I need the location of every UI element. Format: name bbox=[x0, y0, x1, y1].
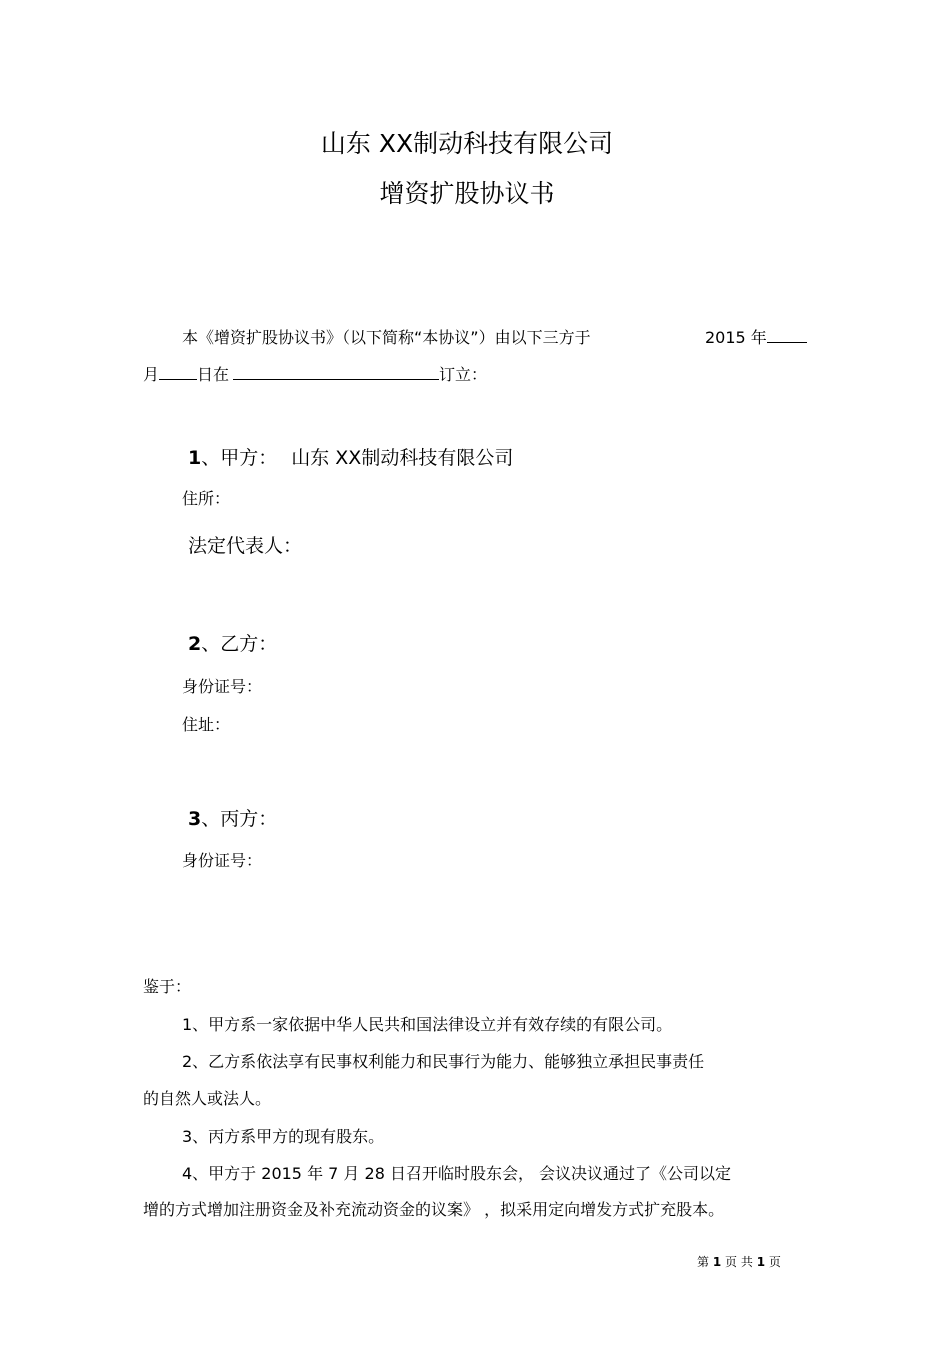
whereas-heading: 鉴于： bbox=[143, 977, 192, 996]
blank-day-field bbox=[159, 365, 197, 380]
party-a-number: 1 bbox=[188, 447, 202, 469]
footer-middle: 页 共 bbox=[725, 1255, 753, 1269]
intro-line1 bbox=[182, 325, 591, 348]
party-a-legal-rep: 法定代表人： bbox=[188, 535, 303, 557]
party-a-heading bbox=[188, 443, 513, 470]
whereas-item-4-line2: 增的方式增加注册资金及补充流动资金的议案》 ，拟采用定向增发方式扩充股本。 bbox=[143, 1200, 725, 1219]
blank-place-field bbox=[233, 365, 439, 380]
party-a-name: 山东 XX制动科技有限公司 bbox=[291, 447, 514, 469]
party-b-address: 住址： bbox=[182, 715, 231, 734]
party-c-heading bbox=[188, 804, 277, 831]
intro-end: 订立： bbox=[439, 365, 488, 384]
document-title: 增资扩股协议书 bbox=[379, 179, 555, 208]
party-b-heading bbox=[188, 629, 277, 656]
whereas-item-4-line1: 4、甲方于 2015 年 7 月 28 日召开临时股东会， 会议决议通过了《公司以定 bbox=[182, 1164, 732, 1183]
party-b-id: 身份证号： bbox=[182, 677, 263, 696]
party-c-id: 身份证号： bbox=[182, 851, 263, 870]
party-a-label: 、甲方： bbox=[201, 447, 278, 469]
intro-year bbox=[705, 325, 807, 348]
footer-total-pages: 1 bbox=[756, 1255, 766, 1269]
page-footer bbox=[697, 1253, 781, 1270]
intro-year-text: 2015 年 bbox=[705, 328, 767, 347]
intro-month: 月 bbox=[143, 365, 160, 384]
whereas-item-2-line2: 的自然人或法人。 bbox=[143, 1089, 272, 1108]
whereas-item-1: 1、甲方系一家依据中华人民共和国法律设立并有效存续的有限公司。 bbox=[182, 1015, 673, 1034]
intro-text: 本《增资扩股协议书》（以下简称“本协议”）由以下三方于 bbox=[182, 328, 591, 347]
party-c-number: 3 bbox=[188, 808, 202, 830]
footer-page-number: 1 bbox=[712, 1255, 722, 1269]
whereas-item-3: 3、丙方系甲方的现有股东。 bbox=[182, 1127, 385, 1146]
footer-prefix: 第 bbox=[697, 1255, 710, 1269]
intro-day-at: 日在 bbox=[197, 365, 230, 384]
party-b-number: 2 bbox=[188, 633, 202, 655]
footer-suffix: 页 bbox=[768, 1255, 781, 1269]
intro-line2 bbox=[143, 362, 487, 385]
party-a-address: 住所： bbox=[182, 489, 231, 508]
party-c-label: 、丙方： bbox=[201, 808, 278, 830]
whereas-item-2-line1: 2、乙方系依法享有民事权利能力和民事行为能力、能够独立承担民事责任 bbox=[182, 1052, 705, 1071]
party-b-label: 、乙方： bbox=[201, 633, 278, 655]
company-title: 山东 XX制动科技有限公司 bbox=[320, 129, 614, 158]
blank-month-field bbox=[767, 328, 807, 343]
